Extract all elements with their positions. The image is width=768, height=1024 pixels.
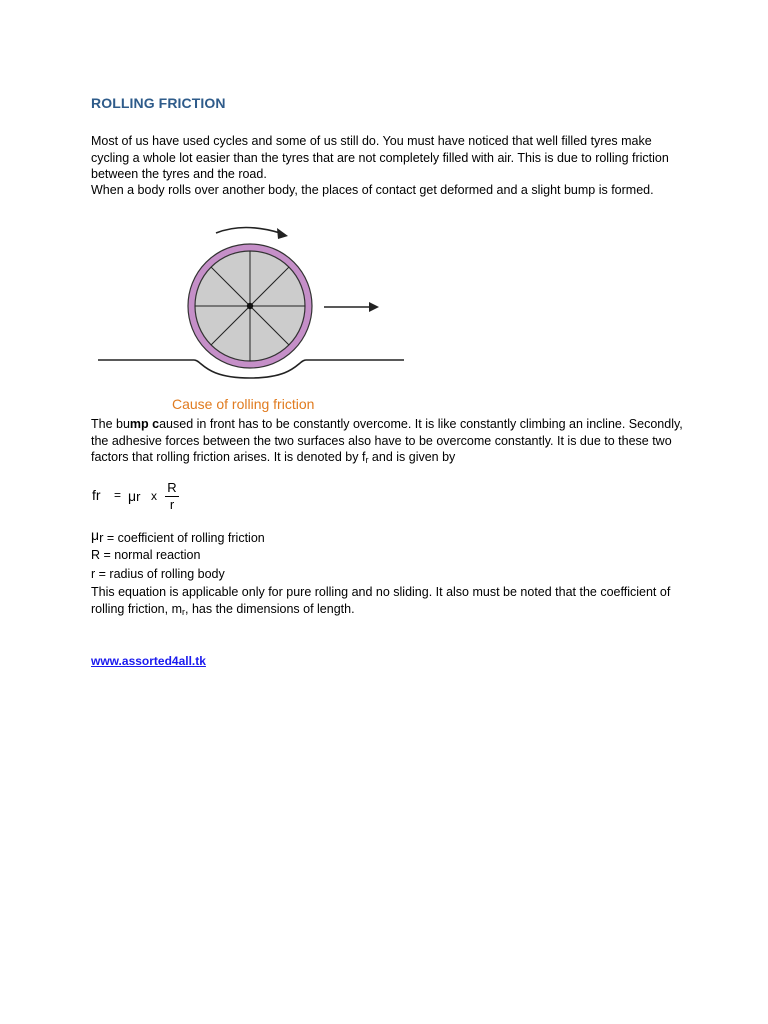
website-link[interactable]: www.assorted4all.tk xyxy=(91,654,206,668)
formula-lhs: fr xyxy=(92,487,101,503)
formula-numerator: R xyxy=(167,480,177,495)
formula-times: x xyxy=(151,489,157,503)
definition-mu: μr = coefficient of rolling friction xyxy=(91,527,265,545)
formula-equals: = xyxy=(114,488,122,502)
formula-fraction xyxy=(165,481,179,511)
formula-denominator: r xyxy=(169,497,175,512)
wheel-hub xyxy=(247,303,253,309)
rolling-friction-formula xyxy=(91,480,221,515)
rolling-wheel-diagram xyxy=(94,218,414,388)
page-title: ROLLING FRICTION xyxy=(91,95,226,111)
intro-paragraph: Most of us have used cycles and some of us still do. You must have noticed that well filled tyres make cycling a whole lot easier than the tyres that are not completely filled with air. This is due to rolling friction between the tyres and the road. xyxy=(91,134,669,181)
definition-r: r = radius of rolling body xyxy=(91,567,225,581)
rotation-arrowhead xyxy=(277,228,288,239)
figure-caption: Cause of rolling friction xyxy=(172,396,315,412)
motion-arrowhead xyxy=(369,302,379,312)
bump-paragraph: The bump caused in front has to be constantly overcome. It is like constantly climbing an incline. Secondly, the adhesive forces between the two surfaces also have to be overcome constantly. It is due to these two factors that rolling friction arises. It is denoted by $f_r$ and is given by xyxy=(91,417,683,465)
rotation-arrow xyxy=(216,228,280,234)
deformation-paragraph: When a body rolls over another body, the places of contact get deformed and a slight bump is formed. xyxy=(91,183,654,197)
rolling-wheel-figure xyxy=(94,218,414,393)
formula-mu: μr xyxy=(128,488,141,504)
definition-R: R = normal reaction xyxy=(91,548,201,562)
equation-note-paragraph: This equation is applicable only for pure rolling and no sliding. It also must be noted that the coefficient of rolling friction, $m_r$, has the dimensions of length. xyxy=(91,585,671,617)
